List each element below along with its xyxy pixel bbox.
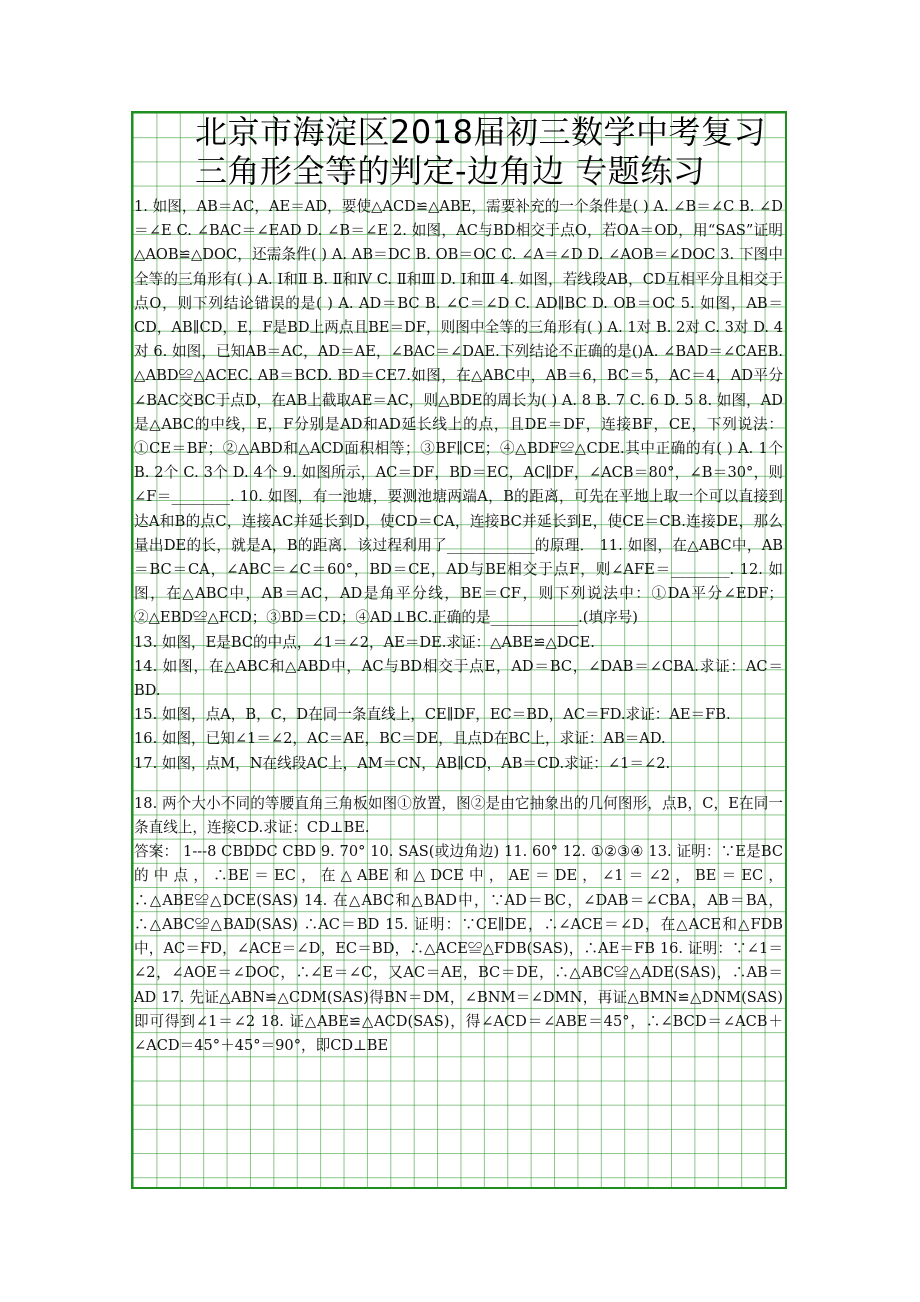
question-17: 17. 如图，点M，N在线段AC上，AM＝CN，AB∥CD，AB＝CD.求证：∠1＝∠2. [134, 754, 671, 772]
question-18: 18. 两个大小不同的等腰直角三角板如图①放置，图②是由它抽象出的几何图形，点B，C，E在同一条直线上，连接CD.求证：CD⊥BE. [134, 794, 783, 837]
question-16: 16. 如图，已知∠1＝∠2，AC＝AE，BC＝DE，且点D在BC上，求证：AB＝AD. [134, 730, 666, 748]
questions-1-to-12: 1. 如图，AB＝AC，AE＝AD，要使△ACD≌△ABE，需要补充的一个条件是( ) A. ∠B＝∠C B. ∠D＝∠E C. ∠BAC＝∠EAD D. ∠B＝∠E 2. 如图，AC与BD相交于点O，若OA＝OD，用“SAS”证明△AOB≌△DOC，还需条件( ) A. AB＝DC B. OB＝OC C. ∠A＝∠D D. ∠AOB＝∠DOC 3. 下图中全等的三角形有( ) A. Ⅰ和Ⅱ B. Ⅱ和Ⅳ C. Ⅱ和Ⅲ D. Ⅰ和Ⅲ 4. 如图，若线段AB，CD互相平分且相交于点O，则下列结论错误的是( ) A. AD＝BC B. ∠C＝∠D C. AD∥BC D. OB＝OC 5. 如图，AB＝CD，AB∥CD，E，F是BD上两点且BE＝DF，则图中全等的三角形有( ) A. 1对 B. 2对 C. 3对 D. 4对 6. 如图，已知AB＝AC，AD＝AE，∠BAC＝∠DAE.下列结论不正确的是()A. ∠BAD＝∠CAEB. △ABD≌△ACEC. AB＝BCD. BD＝CE7.如图，在△ABC中，AB＝6，BC＝5，AC＝4，AD平分∠BAC交BC于点D，在AB上截取AE＝AC，则△BDE的周长为( ) A. 8 B. 7 C. 6 D. 5 8. 如图，AD是△ABC的中线，E，F分别是AD和AD延长线上的点，且DE＝DF，连接BF，CE，下列说法：①CE＝BF；②△ABD和△ACD面积相等；③BF∥CE；④△BDF≌△CDE.其中正确的有( ) A. 1个 B. 2个 C. 3个 D. 4个 9. 如图所示，AC＝DF，BD＝EC，AC∥DF，∠ACB＝80°，∠B＝30°，则∠F＝________. 10. 如图，有一池塘，要测池塘两端A，B的距离，可先在平地上取一个可以直接到达A和B的点C，连接AC并延长到D，使CD＝CA，连接BC并延长到E，使CE＝CB.连接DE，那么量出DE的长，就是A，B的距离．该过程利用了____________的原理． 11. 如图，在△ABC中，AB＝BC＝CA，∠ABC＝∠C＝60°，BD＝CE，AD与BE相交于点F，则∠AFE＝________. 12. 如图，在△ABC中，AB＝AC，AD是角平分线，BE＝CF，则下列说法中：①DA平分∠EDF；②△EBD≌△FCD；③BD＝CD；④AD⊥BC.正确的是____________.(填序号) [134, 198, 783, 627]
worksheet-page [131, 111, 787, 1189]
question-13: 13. 如图，E是BC的中点，∠1＝∠2，AE＝DE.求证：△ABE≌△DCE. [134, 633, 595, 651]
question-14: 14. 如图，在△ABC和△ABD中，AC与BD相交于点E，AD＝BC，∠DAB＝∠CBA.求证：AC＝BD. [134, 657, 783, 700]
answer-section: 答案： 1---8 CBDDC CBD 9. 70° 10. SAS(或边角边) 11. 60° 12. ①②③④ 13. 证明：∵E是BC的中点，∴BE＝EC，在△ABE和△DCE中，AE＝DE，∠1＝∠2，BE＝EC，∴△ABE≌△DCE(SAS) 14. 在△ABC和△BAD中，∵AD＝BC，∠DAB＝∠CBA，AB＝BA，∴△ABC≌△BAD(SAS) ∴AC＝BD 15. 证明：∵CE∥DE，∴∠ACE＝∠D，在△ACE和△FDB中，AC＝FD，∠ACE＝∠D，EC＝BD，∴△ACE≌△FDB(SAS)，∴AE＝FB 16. 证明：∵∠1＝∠2，∠AOE＝∠DOC，∴∠E＝∠C，又AC＝AE，BC＝DE，∴△ABC≌△ADE(SAS)，∴AB＝AD 17. 先证△ABN≌△CDM(SAS)得BN＝DM，∠BNM＝∠DMN，再证△BMN≌△DNM(SAS)即可得到∠1＝∠2 18. 证△ABE≌△ACD(SAS)，得∠ACD＝∠ABE＝45°，∴∠BCD＝∠ACB＋∠ACD＝45°＋45°＝90°，即CD⊥BE [134, 843, 783, 1054]
worksheet-body [133, 195, 785, 1058]
spacer [134, 776, 783, 792]
page-title: 北京市海淀区2018届初三数学中考复习 三角形全等的判定-边角边 专题练习 [195, 113, 766, 190]
question-15: 15. 如图，点A，B，C，D在同一条直线上，CE∥DF，EC＝BD，AC＝FD.求证：AE＝FB. [134, 706, 731, 724]
